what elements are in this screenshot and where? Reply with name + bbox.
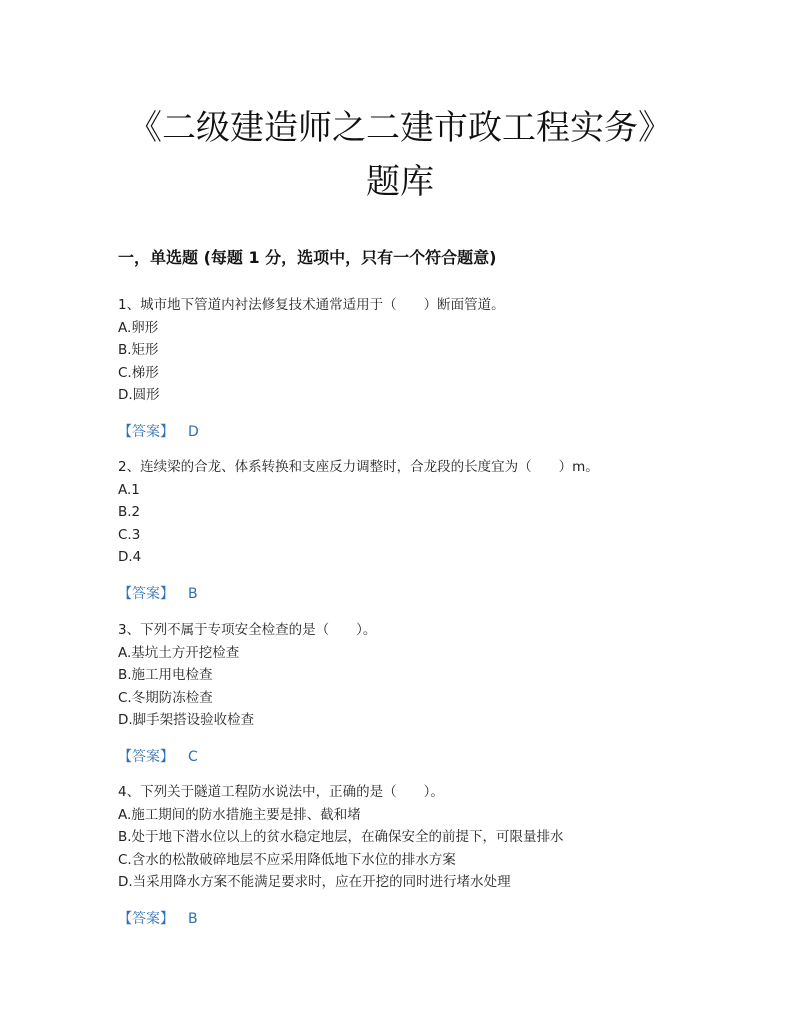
question-option: C.梯形 bbox=[118, 364, 159, 381]
answer-label: 【答案】 bbox=[118, 748, 174, 765]
document-title-line2: 题库 bbox=[366, 162, 434, 202]
answer-line bbox=[118, 583, 718, 605]
answer-value: D bbox=[188, 423, 199, 440]
section-heading: 一，单选题 (每题 1 分，选项中，只有一个符合题意) bbox=[118, 248, 497, 267]
answer-label: 【答案】 bbox=[118, 910, 174, 927]
question-option: B.处于地下潜水位以上的贫水稳定地层，在确保安全的前提下，可限量排水 bbox=[118, 829, 564, 845]
question-stem: 4、下列关于隧道工程防水说法中，正确的是（ ）。 bbox=[118, 784, 444, 800]
question-block bbox=[118, 619, 718, 768]
answer-value: B bbox=[188, 910, 198, 927]
answer-label: 【答案】 bbox=[118, 585, 174, 602]
answer-line bbox=[118, 421, 718, 443]
question-option: D.4 bbox=[118, 549, 142, 565]
question-option: A.基坑土方开挖检查 bbox=[118, 644, 240, 661]
question-option: B.施工用电检查 bbox=[118, 667, 213, 683]
question-stem: 1、城市地下管道内衬法修复技术通常适用于（ ）断面管道。 bbox=[118, 297, 505, 313]
question-option: D.脚手架搭设验收检查 bbox=[118, 712, 255, 728]
question-option: B.矩形 bbox=[118, 342, 159, 358]
question-block bbox=[118, 294, 718, 443]
question-stem: 3、下列不属于专项安全检查的是（ ）。 bbox=[118, 622, 377, 638]
question-option: A.1 bbox=[118, 481, 140, 498]
question-option: A.施工期间的防水措施主要是排、截和堵 bbox=[118, 806, 361, 823]
question-block bbox=[118, 456, 718, 605]
question-stem: 2、连续梁的合龙、体系转换和支座反力调整时，合龙段的长度宜为（ ）m。 bbox=[118, 459, 599, 475]
question-option: C.冬期防冻检查 bbox=[118, 689, 213, 706]
answer-value: C bbox=[188, 748, 198, 765]
answer-line bbox=[118, 746, 718, 768]
question-block bbox=[118, 781, 718, 930]
question-option: C.3 bbox=[118, 526, 141, 543]
document-title-line1: 《二级建造师之二建市政工程实务》 bbox=[128, 108, 672, 148]
answer-line bbox=[118, 908, 718, 930]
question-option: D.当采用降水方案不能满足要求时，应在开挖的同时进行堵水处理 bbox=[118, 874, 511, 890]
question-option: A.卵形 bbox=[118, 319, 159, 336]
answer-label: 【答案】 bbox=[118, 423, 174, 440]
answer-value: B bbox=[188, 585, 198, 602]
question-option: D.圆形 bbox=[118, 387, 160, 403]
question-option: C.含水的松散破碎地层不应采用降低地下水位的排水方案 bbox=[118, 851, 456, 868]
question-option: B.2 bbox=[118, 504, 141, 520]
